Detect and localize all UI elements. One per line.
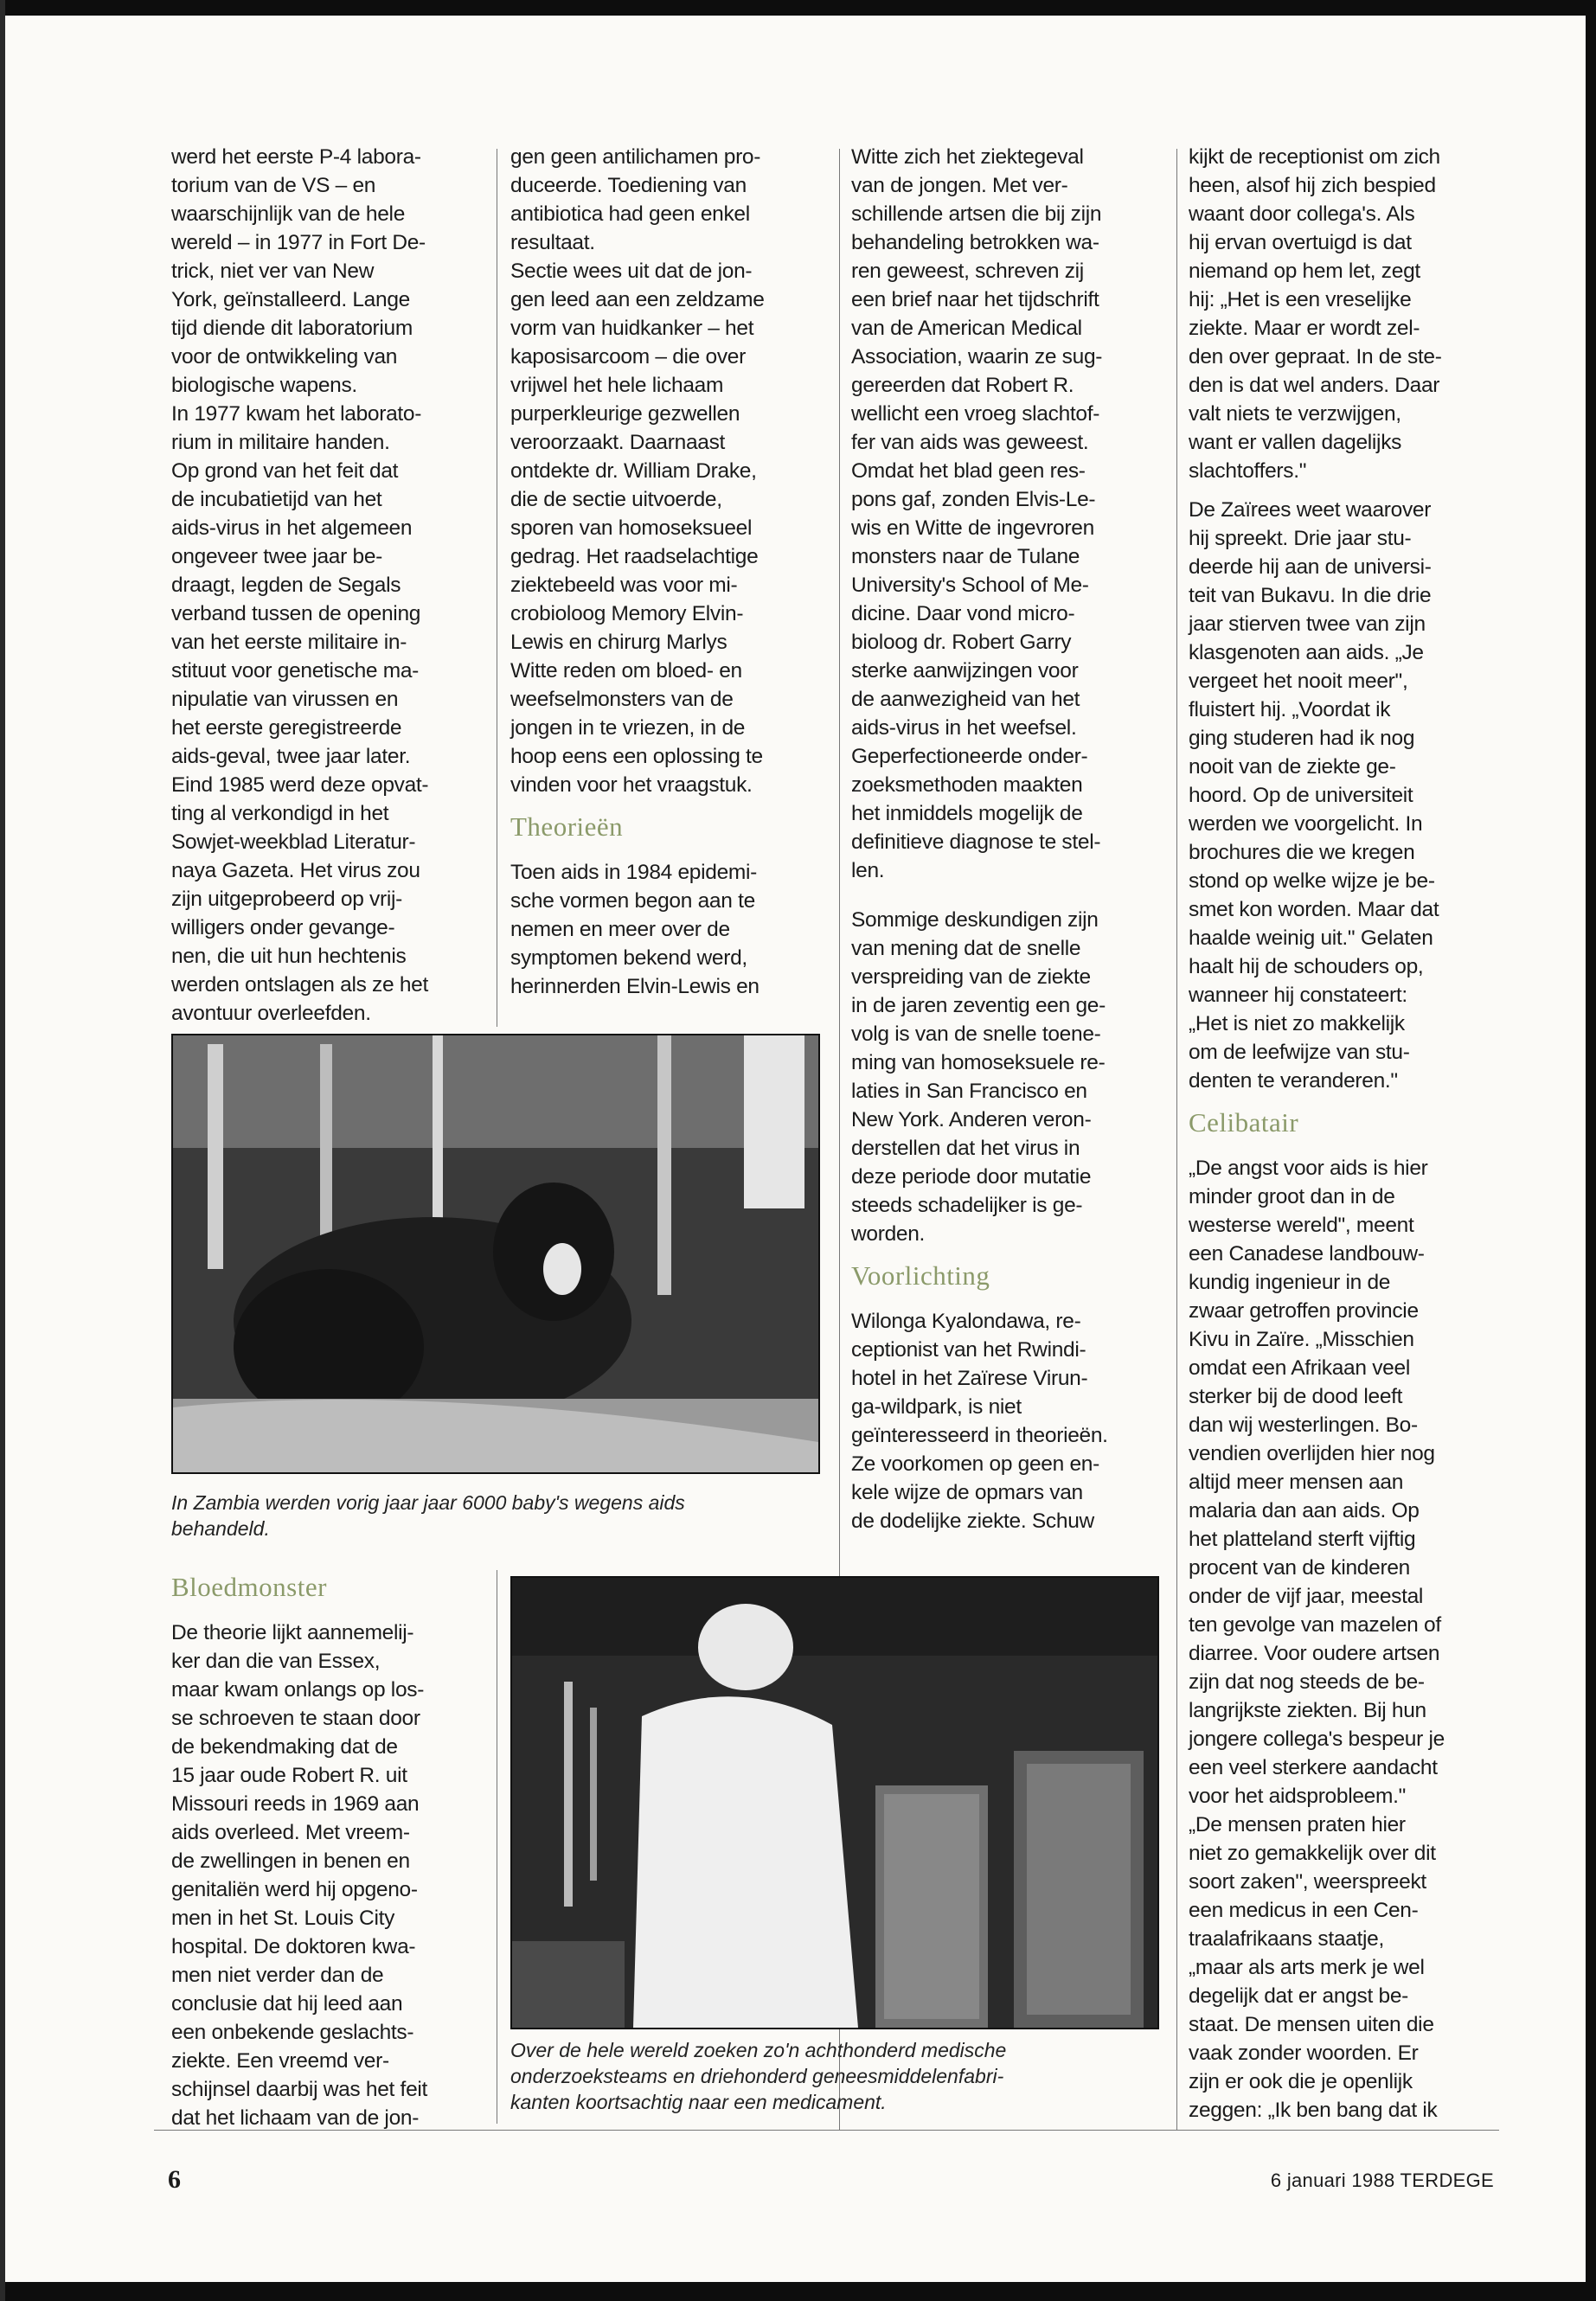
column-1 [171, 143, 491, 1028]
section-heading: Theorieën [510, 811, 624, 842]
photo-patient [171, 1034, 820, 1474]
paragraph: De theorie lijkt aannemelij- ker dan die van Essex, maar kwam onlangs op los- se schroeven te staan door de bekendmaking dat de 15 jaar oude Robert R. uit Missouri reeds in 1969 aan aids overleed. Met vreem- de zwellingen in benen en genitaliën werd hij opgeno- men in het St. Louis City hospital. De doktoren kwa- men niet verder dan de conclusie dat hij leed aan een onbekende geslachts- ziekte. Een vreemd ver- schijnsel daarbij was het feit dat het lichaam van de jon- [171, 1621, 428, 2130]
paragraph: „De angst voor aids is hier minder groot dan in de westerse wereld", meent een Canadese landbouw- kundig ingenieur in de zwaar getroffen provincie Kivu in Zaïre. „Misschien omdat een Afrikaan veel sterker bij de dood leeft dan wij westerlingen. Bo- vendien overlijden hier nog altijd meer mensen aan malaria dan aan aids. Op het platteland sterft vijftig procent van de kinderen onder de vijf jaar, meestal ten gevolge van mazelen of diarree. Voor oudere artsen zijn dat nog steeds de be- langrijkste ziekten. Bij hun jongere collega's bespeur je een veel sterkere aandacht voor het aidsprobleem." [1189, 1157, 1445, 1808]
paragraph: kijkt de receptionist om zich heen, alsof hij zich bespied waant door collega's. Als hij ervan overtuigd is dat niemand op hem let, zegt hij: „Het is een vreselijke ziekte. Maar er wordt zel- den over gepraat. In de ste- den is dat wel anders. Daar valt niets te verzwijgen, want er vallen dagelijks slachtoffers." [1189, 145, 1442, 483]
paragraph: Toen aids in 1984 epidemi- sche vormen begon aan te nemen en meer over de symptomen bekend werd, herinnerden Elvin-Lewis en [510, 861, 760, 998]
photo-laboratory-image [512, 1578, 1157, 2028]
paragraph: Sommige deskundigen zijn van mening dat de snelle verspreiding van de ziekte in de jaren zeventig een ge- volg is van de snelle toene- ming van homoseksuele re- laties in San Francisco en New York. Anderen veron- derstellen dat het virus in deze periode door mutatie steeds schadelijker is ge- worden. [851, 908, 1106, 1246]
column-3 [851, 143, 1171, 1535]
photo-patient-image [173, 1035, 818, 1472]
photo-caption: Over de hele wereld zoeken zo'n achthonderd medische onderzoeksteams en driehonderd geneesmiddelenfabri- kanten koortsachtig naar een medicament. [510, 2039, 1007, 2113]
paragraph: Witte zich het ziektegeval van de jongen. Met ver- schillende artsen die bij zijn behandeling betrokken wa- ren geweest, schreven zij een brief naar het tijdschrift van de American Medical Association, waarin ze sug- gereerden dat Robert R. wellicht een vroeg slachtof- fer van aids was geweest. [851, 145, 1103, 454]
column-1-lower [171, 1570, 491, 2132]
paragraph: Sectie wees uit dat de jon- gen leed aan een zeldzame vorm van huidkanker – het kaposisarcoom – die over vrijwel het hele lichaam purperkleurige gezwellen veroorzaakt. Daarnaast ontdekte dr. William Drake, die de sectie uitvoerde, sporen van homoseksueel gedrag. Het raadselachtige ziektebeeld was voor mi- crobioloog Memory Elvin- Lewis en chirurg Marlys Witte reden om bloed- en weefselmonsters van de jongen in te vriezen, in de hoop eens een oplossing te vinden voor het vraagstuk. [510, 260, 765, 797]
scan-border-top [0, 0, 1596, 16]
paragraph: De Zaïrees weet waarover hij spreekt. Drie jaar stu- deerde hij aan de universi- teit van Bukavu. In die drie jaar stierven twee van zijn klasgenoten aan aids. „Je vergeet het nooit meer", fluistert hij. „Voordat ik ging studeren had ik nog nooit van de ziekte ge- hoord. Op de universiteit werden we voorgelicht. In brochures die we kregen stond op welke wijze je be- smet kon worden. Maar dat haalde weinig uit." Gelaten haalt hij de schouders op, wanneer hij constateert: „Het is niet zo makkelijk om de leefwijze van stu- denten te veranderen." [1189, 498, 1439, 1093]
paragraph: werd het eerste P-4 labora- torium van de VS – en waarschijnlijk van de hele wereld – in 1977 in Fort De- trick, niet ver van New York, geïnstalleerd. Lange tijd diende dit laboratorium voor de ontwikkeling van biologische wapens. [171, 145, 426, 397]
scan-border-bottom [0, 2282, 1596, 2301]
paragraph: gen geen antilichamen pro- duceerde. Toediening van antibiotica had geen enkel resultaat. [510, 145, 761, 254]
section-heading: Bloedmonster [171, 1572, 327, 1602]
photo-caption: In Zambia werden vorig jaar jaar 6000 baby's wegens aids behandeld. [171, 1491, 685, 1540]
paragraph: „De mensen praten hier niet zo gemakkelijk over dit soort zaken", weerspreekt een medicus in een Cen- traalafrikaans staatje, „maar als arts merk je wel degelijk dat er angst be- staat. De mensen uiten die vaak zonder woorden. Er zijn er ook die je openlijk zeggen: „Ik ben bang dat ik [1189, 1813, 1438, 2122]
column-rule [1176, 149, 1177, 2130]
publication-info: 6 januari 1988 TERDEGE [1270, 2170, 1494, 2191]
paragraph: Omdat het blad geen res- pons gaf, zonden Elvis-Le- wis en Witte de ingevroren monsters naar de Tulane University's School of Me- dicine. Daar vond micro- bioloog dr. Robert Garry sterke aanwijzingen voor de aanwezigheid van het aids-virus in het weefsel. Geperfectioneerde onder- zoeksmethoden maakten het inmiddels mogelijk de definitieve diagnose te stel- len. [851, 459, 1101, 882]
paragraph: Eind 1985 werd deze opvat- ting al verkondigd in het Sowjet-weekblad Literatur- naya Gazeta. Het virus zou zijn uitgeprobeerd op vrij- willigers onder gevange- nen, die uit hun hechtenis werden ontslagen als ze het avontuur overleefden. [171, 773, 429, 1025]
column-4 [1189, 143, 1500, 2125]
section-heading: Celibatair [1189, 1107, 1299, 1138]
paragraph: Op grond van het feit dat de incubatietijd van het aids-virus in het algemeen ongeveer twee jaar be- draagt, legden de Segals verband tussen de opening van het eerste militaire in- stituut voor genetische ma- nipulatie van virussen en het eerste geregistreerde aids-geval, twee jaar later. [171, 459, 421, 768]
page-number: 6 [168, 2165, 181, 2194]
section-heading: Voorlichting [851, 1260, 990, 1291]
paragraph: Wilonga Kyalondawa, re- ceptionist van het Rwindi- hotel in het Zaïrese Virun- ga-wildpark, is niet geïnteresseerd in theorieën. Ze voorkomen op geen en- kele wijze de opmars van de dodelijke ziekte. Schuw [851, 1310, 1108, 1533]
scan-border-left [0, 0, 5, 2301]
column-2 [510, 143, 830, 1001]
photo-laboratory [510, 1576, 1159, 2029]
scan-border-right [1586, 0, 1596, 2301]
paragraph: In 1977 kwam het laborato- rium in militaire handen. [171, 402, 422, 454]
